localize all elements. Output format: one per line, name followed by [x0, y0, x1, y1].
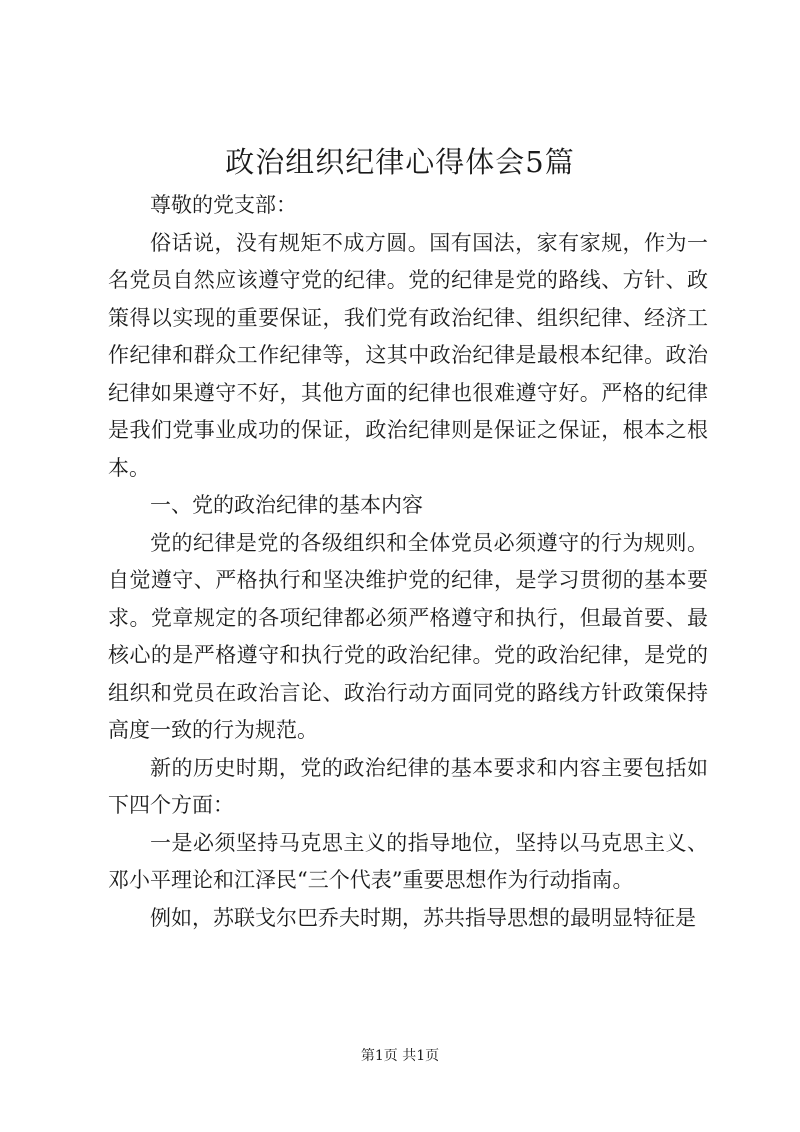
- salutation: 尊敬的党支部：: [150, 193, 297, 217]
- paragraph: 党的纪律是党的各级组织和全体党员必须遵守的行为规则。自觉遵守、严格执行和坚决维护党的纪律，是学习贯彻的基本要求。党章规定的各项纪律都必须严格遵守和执行，但最首要、最核心的是严格遵守和执行党的政治纪律。党的政治纪律，是党的组织和党员在政治言论、政治行动方面同党的路线方针政策保持高度一致的行为规范。: [108, 530, 708, 742]
- paragraph: 例如，苏联戈尔巴乔夫时期，苏共指导思想的最明显特征是: [150, 905, 696, 930]
- section-heading: 一、党的政治纪律的基本内容: [150, 493, 423, 517]
- paragraph: 新的历史时期，党的政治纪律的基本要求和内容主要包括如下四个方面：: [108, 755, 708, 817]
- paragraph: 一是必须坚持马克思主义的指导地位，坚持以马克思主义、邓小平理论和江泽民“三个代表”重要思想作为行动指南。: [108, 830, 708, 892]
- document-title: 政治组织纪律心得体会5篇: [225, 145, 575, 179]
- page-footer: 第1页 共1页: [360, 1048, 440, 1064]
- document-body: [108, 187, 708, 937]
- paragraph: 俗话说，没有规矩不成方圆。国有国法，家有家规，作为一名党员自然应该遵守党的纪律。党的纪律是党的路线、方针、政策得以实现的重要保证，我们党有政治纪律、组织纪律、经济工作纪律和群众工作纪律等，这其中政治纪律是最根本纪律。政治纪律如果遵守不好，其他方面的纪律也很难遵守好。严格的纪律是我们党事业成功的保证，政治纪律则是保证之保证，根本之根本。: [108, 230, 708, 480]
